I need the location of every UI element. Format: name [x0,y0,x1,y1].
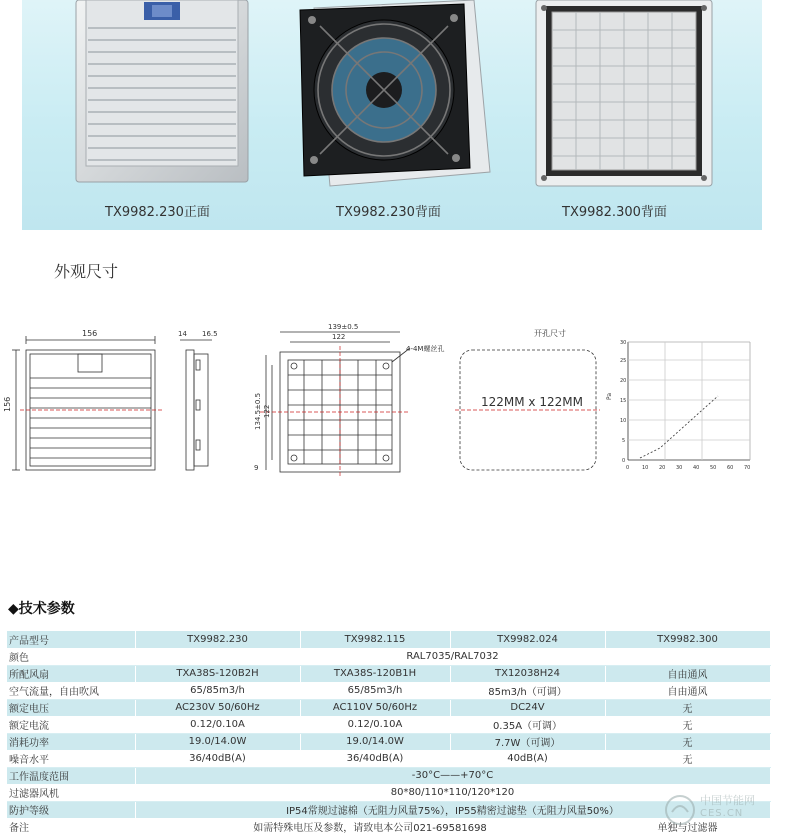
table-cell: 单独与过滤器 [605,818,770,835]
table-row [7,631,770,648]
row-label: 空气流量，自由吹风 [7,682,135,699]
row-label: 过滤器风机 [7,784,135,801]
y-tick: 10 [620,418,627,424]
table-cell: RAL7035/RAL7032 [135,648,770,665]
x-tick: 60 [727,465,734,471]
row-label: 防护等级 [7,801,135,818]
dim-side-a: 14 [178,330,187,338]
table-row [7,784,770,801]
dim-front-height: 156 [3,396,12,412]
watermark-logo [664,790,794,830]
watermark-emblem-icon [664,794,696,826]
drawing-back-view [266,332,410,472]
y-tick: 5 [622,438,626,444]
table-cell: 无 [605,716,770,733]
dim-back-height-outer: 134.5±0.5 [254,392,262,430]
table-row [7,716,770,733]
airflow-curve [640,396,718,458]
table-row [7,767,770,784]
dimensions-heading: 外观尺寸 [54,262,119,281]
row-label: 额定电压 [7,699,135,716]
table-cell: 如需特殊电压及参数，请致电本公司021-69581698 [135,818,605,835]
dim-back-inner: 122 [332,333,346,341]
caption-back-fan: TX9982.230背面 [336,205,441,220]
table-row [7,733,770,750]
table-cell: TXA38S-120B1H [300,665,450,682]
x-tick: 0 [626,465,630,471]
table-cell: TX12038H24 [450,665,605,682]
row-label: 消耗功率 [7,733,135,750]
table-cell: IP54常规过滤棉（无阻力风量75%），IP55精密过滤垫（无阻力风量50%） [135,801,770,818]
table-row [7,801,770,818]
table-cell: 0.12/0.10A [135,716,300,733]
dim-front-width: 156 [82,329,98,338]
table-cell: -30°C——+70°C [135,767,770,784]
row-label: 颜色 [7,648,135,665]
x-tick: 50 [710,465,717,471]
drawing-front-view [12,336,155,470]
table-row [7,682,770,699]
spec-heading: ◆技术参数 [8,601,75,617]
table-row [7,699,770,716]
y-tick: 15 [620,398,627,404]
table-cell: 7.7W（可调） [450,733,605,750]
row-label: 产品型号 [7,631,135,648]
chart-y-label: Pa [606,392,613,400]
y-tick: 30 [620,340,627,346]
y-tick: 20 [620,378,627,384]
row-label: 所配风扇 [7,665,135,682]
dim-back-height-inner: 122 [263,404,271,418]
row-label: 噪音水平 [7,750,135,767]
table-cell: 无 [605,750,770,767]
chart-x-ticks [626,465,750,471]
table-cell: 0.35A（可调） [450,716,605,733]
table-cell: 65/85m3/h [135,682,300,699]
x-tick: 30 [676,465,683,471]
table-cell: TX9982.115 [300,631,450,648]
y-tick: 0 [622,458,626,464]
x-tick: 40 [693,465,700,471]
photo-front-grille [72,0,252,190]
row-label: 工作温度范围 [7,767,135,784]
dim-back-bottom: 9 [254,464,259,472]
table-cell: 36/40dB(A) [135,750,300,767]
airflow-curve-chart [628,342,750,460]
row-label: 备注 [7,818,135,835]
table-cell: 19.0/14.0W [135,733,300,750]
cutout-size: 122MM x 122MM [481,395,583,409]
watermark-text: 中国节能网 [700,794,755,807]
table-cell: 85m3/h（可调） [450,682,605,699]
technical-drawings [0,320,800,480]
table-cell: TX9982.230 [135,631,300,648]
chart-y-ticks [620,340,626,464]
x-tick: 70 [744,465,751,471]
caption-front: TX9982.230正面 [105,205,210,220]
dim-side-b: 16.5 [202,330,218,338]
row-label: 额定电流 [7,716,135,733]
caption-filter-back: TX9982.300背面 [562,205,667,220]
table-cell: 0.12/0.10A [300,716,450,733]
table-cell: 40dB(A) [450,750,605,767]
table-cell: 65/85m3/h [300,682,450,699]
table-row [7,665,770,682]
table-cell: 无 [605,699,770,716]
table-row [7,648,770,665]
table-cell: 自由通风 [605,682,770,699]
dim-back-outer: 139±0.5 [328,323,359,331]
product-photo-band [22,0,762,230]
x-tick: 10 [642,465,649,471]
table-cell: TX9982.300 [605,631,770,648]
table-cell: TX9982.024 [450,631,605,648]
table-cell: 无 [605,733,770,750]
x-tick: 20 [659,465,666,471]
watermark-domain: CES.CN [700,808,744,819]
table-row [7,818,770,835]
table-cell: TXA38S-120B2H [135,665,300,682]
photo-back-fan [294,0,494,190]
table-cell: AC110V 50/60Hz [300,699,450,716]
table-cell: 80*80/110*110/120*120 [135,784,770,801]
table-cell: DC24V [450,699,605,716]
y-tick: 25 [620,358,627,364]
table-cell: 自由通风 [605,665,770,682]
table-cell: AC230V 50/60Hz [135,699,300,716]
drawing-side-view [180,340,212,470]
spec-table [7,631,771,835]
table-row [7,750,770,767]
photo-filter-back [534,0,714,190]
table-cell: 36/40dB(A) [300,750,450,767]
cutout-title: 开孔尺寸 [534,329,566,338]
dim-back-holes: 4-4M螺丝孔 [406,345,445,353]
table-cell: 19.0/14.0W [300,733,450,750]
